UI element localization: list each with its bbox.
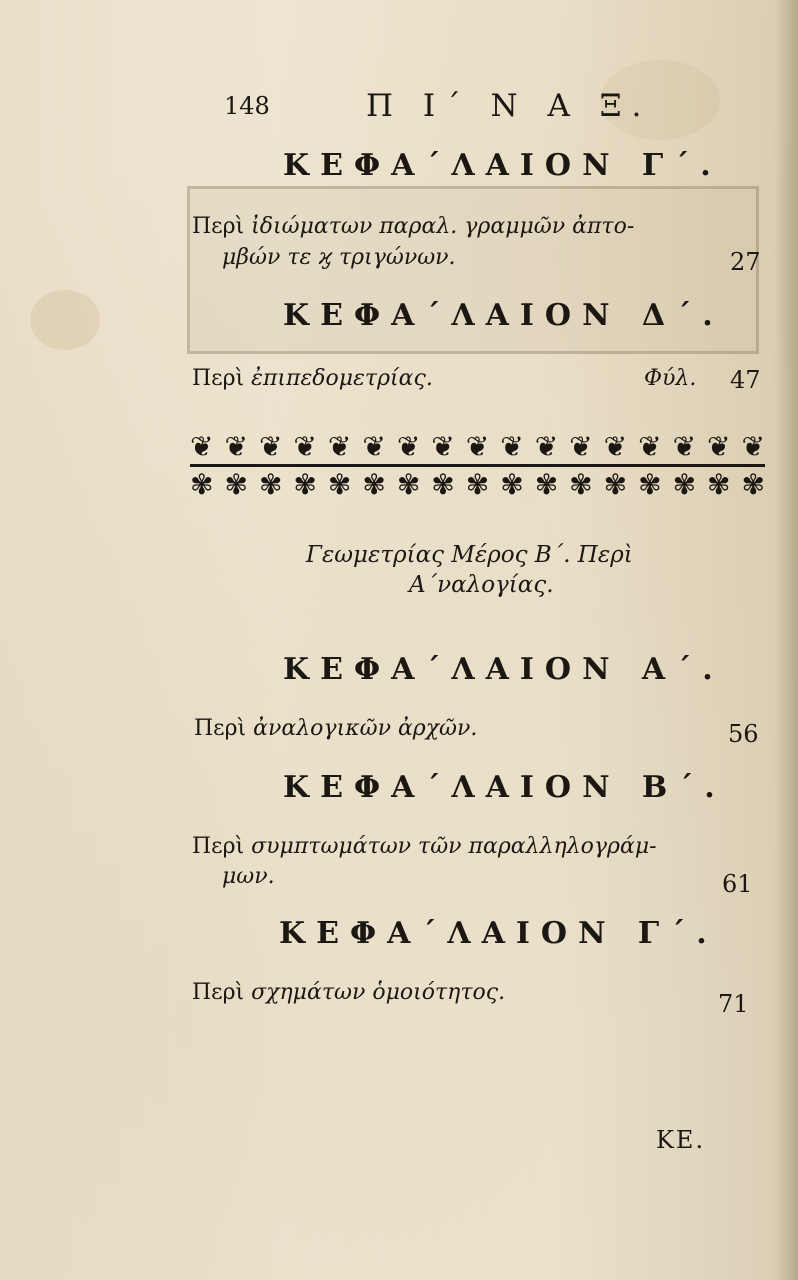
ornamental-band <box>190 430 765 502</box>
chapter-heading: ΚΕΦΑ΄ΛΑΙΟΝ Δ΄. <box>283 298 724 333</box>
toc-entry <box>192 214 634 239</box>
entry-lead: Περὶ <box>194 716 247 741</box>
fleuron-icon: ❦ <box>362 430 386 463</box>
flower-ornament-icon: ✾ <box>672 468 697 501</box>
fleuron-icon: ❦ <box>741 430 765 463</box>
chapter-heading: ΚΕΦΑ΄ΛΑΙΟΝ Α΄. <box>283 652 724 687</box>
entry-lead: Περὶ <box>192 980 245 1005</box>
toc-page-ref: 56 <box>728 720 759 748</box>
page-gutter-shadow <box>774 0 798 1280</box>
toc-entry <box>192 834 657 859</box>
running-head-title: Π Ι΄ Ν Α Ξ. <box>366 88 652 124</box>
ornament-row-bottom <box>190 468 765 502</box>
entry-text: ἐπιπεδομετρίας. <box>251 366 433 391</box>
flower-ornament-icon: ✾ <box>500 468 524 501</box>
fleuron-icon: ❦ <box>327 430 352 463</box>
fleuron-icon: ❦ <box>431 430 455 463</box>
ornament-rule <box>190 464 765 467</box>
chapter-heading: ΚΕΦΑ΄ΛΑΙΟΝ Β΄. <box>283 770 726 805</box>
flower-ornament-icon: ✾ <box>396 468 421 501</box>
entry-lead: Περὶ <box>192 214 245 239</box>
flower-ornament-icon: ✾ <box>465 468 490 501</box>
part-heading-line2: Α΄ναλογίας. <box>409 572 554 598</box>
folio-label: Φύλ. <box>644 366 697 391</box>
toc-entry <box>194 716 477 741</box>
chapter-heading: ΚΕΦΑ΄ΛΑΙΟΝ Γ΄. <box>283 148 722 183</box>
paper-stain <box>30 290 100 350</box>
flower-ornament-icon: ✾ <box>534 468 559 501</box>
fleuron-icon: ❦ <box>603 430 628 463</box>
flower-ornament-icon: ✾ <box>224 468 248 501</box>
fleuron-icon: ❦ <box>258 430 283 463</box>
fleuron-icon: ❦ <box>707 430 731 463</box>
entry-text: ἀναλογικῶν ἀρχῶν. <box>253 716 478 741</box>
flower-ornament-icon: ✾ <box>362 468 386 501</box>
entry-text: συμπτωμάτων τῶν παραλληλογράμ- <box>251 834 657 859</box>
entry-text: ἰδιώματων παραλ. γραμμῶν ἀπτο- <box>251 214 635 239</box>
flower-ornament-icon: ✾ <box>293 468 317 501</box>
fleuron-icon: ❦ <box>500 430 524 463</box>
fleuron-icon: ❦ <box>224 430 248 463</box>
ornament-row-top <box>190 430 765 464</box>
fleuron-icon: ❦ <box>534 430 559 463</box>
toc-page-ref: 61 <box>722 870 753 898</box>
fleuron-icon: ❦ <box>638 430 662 463</box>
flower-ornament-icon: ✾ <box>707 468 731 501</box>
entry-lead: Περὶ <box>192 834 245 859</box>
part-heading-line1: Γεωμετρίας Μέρος Β΄. Περὶ <box>306 542 633 568</box>
fleuron-icon: ❦ <box>190 430 214 463</box>
toc-entry-continuation: μων. <box>222 864 275 889</box>
fleuron-icon: ❦ <box>396 430 421 463</box>
toc-entry <box>192 980 505 1005</box>
toc-page-ref: 47 <box>730 366 761 394</box>
flower-ornament-icon: ✾ <box>638 468 662 501</box>
flower-ornament-icon: ✾ <box>431 468 455 501</box>
page-number: 148 <box>224 92 270 120</box>
entry-lead: Περὶ <box>192 366 245 391</box>
flower-ornament-icon: ✾ <box>190 468 214 501</box>
flower-ornament-icon: ✾ <box>741 468 765 501</box>
fleuron-icon: ❦ <box>672 430 697 463</box>
flower-ornament-icon: ✾ <box>569 468 593 501</box>
flower-ornament-icon: ✾ <box>327 468 352 501</box>
toc-entry <box>192 366 433 391</box>
fleuron-icon: ❦ <box>293 430 317 463</box>
fleuron-icon: ❦ <box>465 430 490 463</box>
entry-text: σχημάτων ὁμοιότητος. <box>251 980 506 1005</box>
fleuron-icon: ❦ <box>569 430 593 463</box>
chapter-heading: ΚΕΦΑ΄ΛΑΙΟΝ Γ΄. <box>279 916 718 951</box>
toc-entry-continuation: μβών τε ϗ τριγώνων. <box>222 245 456 270</box>
flower-ornament-icon: ✾ <box>603 468 628 501</box>
flower-ornament-icon: ✾ <box>258 468 283 501</box>
catchword: ΚΕ. <box>656 1126 706 1154</box>
toc-page-ref: 71 <box>718 990 749 1018</box>
toc-page-ref: 27 <box>730 248 761 276</box>
